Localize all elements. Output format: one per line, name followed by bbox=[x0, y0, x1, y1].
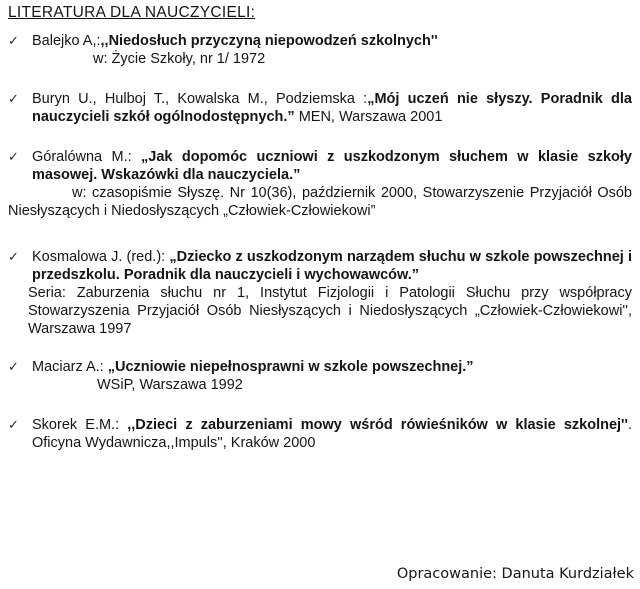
entry-title: „Dziecko z uszkodzonym narządem słuchu w szkole powszechnej i przedszkolu. Poradnik dla nauczycieli i wychowawców.” bbox=[32, 249, 632, 283]
entry-publisher: . Oficyna Wydawnicza,,Impuls'', Kraków 2000 bbox=[32, 417, 632, 451]
entry-reference: w: czasopiśmie Słyszę. Nr 10(36), październik 2000, Stowarzyszenie Przyjaciół Osób Niesłyszących i Niedosłyszących „Człowiek-Człowiekowi” bbox=[8, 185, 632, 219]
entry-author: Buryn U., Hulboj T., Kowalska M., Podziemska : bbox=[32, 91, 368, 107]
bibliography-entry-kosmalowa bbox=[8, 248, 632, 338]
checkmark-icon: ✓ bbox=[8, 359, 19, 374]
entry-publisher: MEN, Warszawa 2001 bbox=[294, 109, 443, 125]
bibliography-entry-skorek bbox=[8, 416, 632, 452]
entry-body bbox=[28, 248, 632, 338]
entry-body bbox=[32, 358, 632, 394]
entry-heading bbox=[32, 416, 632, 452]
entry-heading bbox=[32, 148, 632, 184]
entry-title: „Mój uczeń nie słyszy. Poradnik dla nauczycieli szkół ogólnodostępnych.” bbox=[32, 91, 632, 125]
bibliography-entry-goralowna bbox=[8, 148, 632, 220]
entry-author: Kosmalowa J. (red.): bbox=[32, 249, 170, 265]
entry-title: „Uczniowie niepełnosprawni w szkole powszechnej.” bbox=[107, 359, 474, 375]
entry-reference: WSiP, Warszawa 1992 bbox=[97, 377, 243, 393]
checkmark-icon: ✓ bbox=[8, 249, 19, 264]
entry-author: Skorek E.M.: bbox=[32, 417, 128, 433]
entry-heading bbox=[32, 90, 632, 126]
page-title: LITERATURA DLA NAUCZYCIELI: bbox=[8, 4, 256, 21]
bibliography-entry-balejko bbox=[8, 32, 632, 68]
entry-body bbox=[32, 32, 632, 68]
entry-reference: Seria: Zaburzenia słuchu nr 1, Instytut Fizjologii i Patologii Słuchu przy współpracy Stowarzyszenia Przyjaciół Osób Niesłyszących i Niedosłyszących „Człowiek-Człowiekowi'', Warszawa 1997 bbox=[28, 285, 632, 337]
entry-title: ,,Dzieci z zaburzeniami mowy wśród rówieśników w klasie szkolnej'' bbox=[127, 417, 628, 433]
entry-heading bbox=[32, 248, 632, 284]
entry-title: „Jak dopomóc uczniowi z uszkodzonym słuchem w klasie szkoły masowej. Wskazówki dla nauczyciela.” bbox=[32, 149, 632, 183]
checkmark-icon: ✓ bbox=[8, 33, 19, 48]
entry-heading bbox=[32, 358, 632, 376]
bibliography-entry-maciarz bbox=[8, 358, 632, 394]
checkmark-icon: ✓ bbox=[8, 417, 19, 432]
entry-title: ,,Niedosłuch przyczyną niepowodzeń szkolnych'' bbox=[100, 33, 438, 49]
entry-author: Balejko A,: bbox=[32, 33, 101, 49]
entry-heading bbox=[32, 32, 632, 50]
checkmark-icon: ✓ bbox=[8, 91, 19, 106]
entry-body bbox=[32, 90, 632, 126]
checkmark-icon: ✓ bbox=[8, 149, 19, 164]
entry-body bbox=[32, 416, 632, 452]
entry-author: Maciarz A.: bbox=[32, 359, 108, 375]
author-credit: Opracowanie: Danuta Kurdziałek bbox=[396, 566, 634, 582]
entry-author: Góralówna M.: bbox=[32, 149, 142, 165]
entry-body bbox=[8, 148, 632, 220]
bibliography-entry-buryn bbox=[8, 90, 632, 126]
entry-reference: w: Życie Szkoły, nr 1/ 1972 bbox=[93, 51, 266, 67]
